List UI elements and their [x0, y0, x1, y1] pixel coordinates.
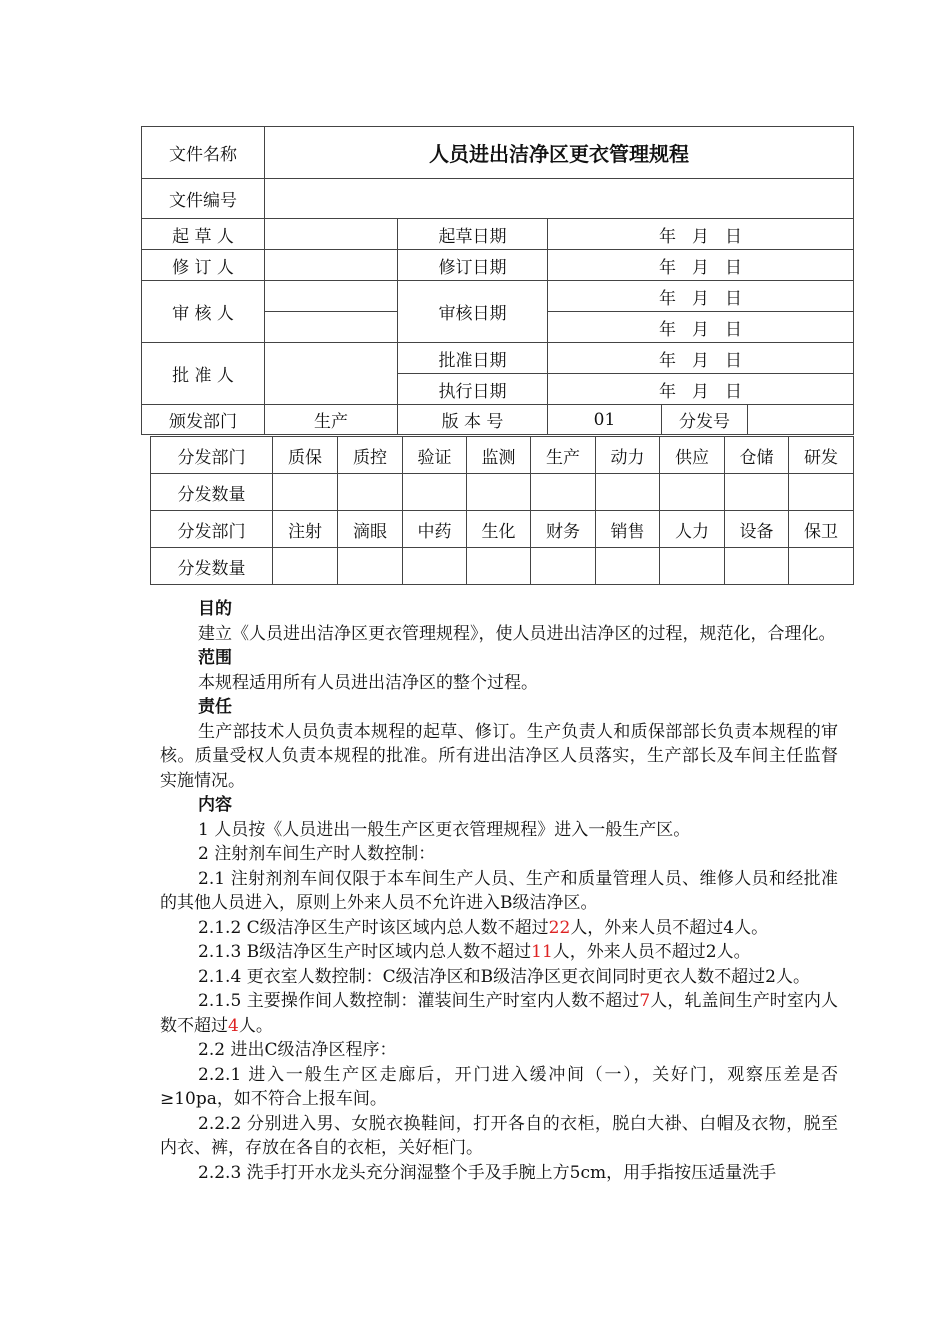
- distribution-dept-cell: 供应: [660, 437, 725, 474]
- file-number-label: 文件编号: [142, 179, 265, 219]
- section-heading-content: 内容: [198, 795, 232, 815]
- distribution-qty-cell: [403, 474, 467, 511]
- approver-value: [265, 343, 398, 405]
- distribution-qty-cell: [273, 474, 338, 511]
- distribution-dept-cell: 销售: [596, 511, 660, 548]
- distribution-qty-cell: [660, 548, 725, 585]
- distribution-qty-cell: [467, 474, 531, 511]
- paragraph-2: 2 注射剂车间生产时人数控制：: [198, 844, 436, 864]
- draft-date-label: 起草日期: [398, 219, 548, 250]
- distribution-qty-label: 分发数量: [151, 548, 273, 585]
- highlight-number: 4: [228, 1015, 239, 1036]
- paragraph-2-1: 2.1 注射剂剂车间仅限于本车间生产人员、生产和质量管理人员、维修人员和经批准的其他人员进入，原则上外来人员不允许进入B级洁净区。: [160, 868, 838, 913]
- distribution-qty-cell: [531, 474, 596, 511]
- paragraph-2-1-2: 2.1.2 C级洁净区生产时该区域内总人数不超过22人，外来人员不超过4人。: [198, 917, 769, 938]
- reviewer-value-2: [265, 312, 398, 343]
- distribution-dept-cell: 生产: [531, 437, 596, 474]
- approve-date-value: 年 月 日: [548, 343, 854, 374]
- document-header-table: [141, 126, 854, 435]
- paragraph-responsibility: 生产部技术人员负责本规程的起草、修订。生产负责人和质保部部长负责本规程的审核。质量受权人负责本规程的批准。所有进出洁净区人员落实，生产部长及车间主任监督实施情况。: [160, 721, 838, 791]
- distribution-qty-cell: [273, 548, 338, 585]
- reviser-value: [265, 250, 398, 281]
- distribution-dept-label: 分发部门: [151, 437, 273, 474]
- distribution-qty-cell: [403, 548, 467, 585]
- review-date-value-1: 年 月 日: [548, 281, 854, 312]
- file-number-value: [265, 179, 854, 219]
- revise-date-label: 修订日期: [398, 250, 548, 281]
- distribution-dept-cell: 保卫: [789, 511, 854, 548]
- distribution-dept-cell: 质保: [273, 437, 338, 474]
- execute-date-label: 执行日期: [398, 374, 548, 405]
- section-heading-responsibility: 责任: [198, 697, 232, 717]
- distribution-qty-cell: [725, 548, 789, 585]
- distribution-dept-cell: 研发: [789, 437, 854, 474]
- document-body: [160, 597, 838, 1185]
- distribution-qty-cell: [660, 474, 725, 511]
- execute-date-value: 年 月 日: [548, 374, 854, 405]
- paragraph-scope: 本规程适用所有人员进出洁净区的整个过程。: [198, 672, 538, 693]
- review-date-label: 审核日期: [398, 281, 548, 343]
- version-value: 01: [548, 405, 662, 435]
- distribution-dept-cell: 设备: [725, 511, 789, 548]
- paragraph-1: 1 人员按《人员进出一般生产区更衣管理规程》进入一般生产区。: [198, 819, 691, 840]
- distribution-qty-cell: [467, 548, 531, 585]
- highlight-number: 22: [548, 917, 571, 938]
- distribution-dept-cell: 生化: [467, 511, 531, 548]
- highlight-number: 11: [531, 942, 553, 962]
- distribution-qty-cell: [338, 474, 403, 511]
- issue-dept-label: 颁发部门: [142, 405, 265, 435]
- paragraph-2-2-2: 2.2.2 分别进入男、女脱衣换鞋间，打开各自的衣柜，脱白大褂、白帽及衣物，脱至内衣、裤，存放在各自的衣柜，关好柜门。: [160, 1113, 838, 1158]
- distribution-dept-cell: 注射: [273, 511, 338, 548]
- file-name-label: 文件名称: [142, 127, 265, 179]
- reviewer-value-1: [265, 281, 398, 312]
- reviewer-label: 审 核 人: [142, 281, 265, 343]
- document-title: 人员进出洁净区更衣管理规程: [265, 127, 854, 179]
- issue-dept-value: 生产: [265, 405, 398, 435]
- distribution-table: [150, 436, 854, 585]
- paragraph-2-2-1: 2.2.1 进入一般生产区走廊后，开门进入缓冲间（一），关好门，观察压差是否≥10pa，如不符合上报车间。: [160, 1064, 838, 1109]
- drafter-value: [265, 219, 398, 250]
- distribution-qty-cell: [725, 474, 789, 511]
- distribution-qty-cell: [789, 474, 854, 511]
- distribution-dept-cell: 滴眼: [338, 511, 403, 548]
- distribution-dept-cell: 仓储: [725, 437, 789, 474]
- distribution-qty-cell: [789, 548, 854, 585]
- distribution-dept-label: 分发部门: [151, 511, 273, 548]
- distribution-dept-cell: 质控: [338, 437, 403, 474]
- section-heading-purpose: 目的: [198, 599, 232, 619]
- revise-date-value: 年 月 日: [548, 250, 854, 281]
- distribution-qty-cell: [338, 548, 403, 585]
- distribution-dept-cell: 财务: [531, 511, 596, 548]
- distribution-dept-cell: 中药: [403, 511, 467, 548]
- paragraph-2-2: 2.2 进出C级洁净区程序：: [198, 1040, 397, 1060]
- review-date-value-2: 年 月 日: [548, 312, 854, 343]
- distribution-qty-cell: [596, 548, 660, 585]
- distribution-dept-cell: 验证: [403, 437, 467, 474]
- version-label: 版 本 号: [398, 405, 548, 435]
- distribution-dept-cell: 监测: [467, 437, 531, 474]
- reviser-label: 修 订 人: [142, 250, 265, 281]
- paragraph-2-1-4: 2.1.4 更衣室人数控制：C级洁净区和B级洁净区更衣间同时更衣人数不超过2人。: [198, 966, 810, 987]
- drafter-label: 起 草 人: [142, 219, 265, 250]
- distribution-qty-cell: [531, 548, 596, 585]
- distribution-number-value: [748, 405, 854, 435]
- draft-date-value: 年 月 日: [548, 219, 854, 250]
- paragraph-2-2-3: 2.2.3 洗手打开水龙头充分润湿整个手及手腕上方5cm，用手指按压适量洗手: [198, 1162, 777, 1183]
- paragraph-2-1-3: 2.1.3 B级洁净区生产时区域内总人数不超过11人，外来人员不超过2人。: [198, 942, 751, 962]
- distribution-qty-label: 分发数量: [151, 474, 273, 511]
- distribution-qty-cell: [596, 474, 660, 511]
- paragraph-purpose: 建立《人员进出洁净区更衣管理规程》，使人员进出洁净区的过程，规范化，合理化。: [198, 623, 836, 644]
- distribution-number-label: 分发号: [662, 405, 748, 435]
- highlight-number: 7: [639, 991, 651, 1011]
- section-heading-scope: 范围: [198, 648, 232, 668]
- approver-label: 批 准 人: [142, 343, 265, 405]
- distribution-dept-cell: 动力: [596, 437, 660, 474]
- approve-date-label: 批准日期: [398, 343, 548, 374]
- distribution-dept-cell: 人力: [660, 511, 725, 548]
- paragraph-2-1-5: 2.1.5 主要操作间人数控制：灌装间生产时室内人数不超过7人，轧盖间生产时室内人数不超过4人。: [160, 991, 838, 1036]
